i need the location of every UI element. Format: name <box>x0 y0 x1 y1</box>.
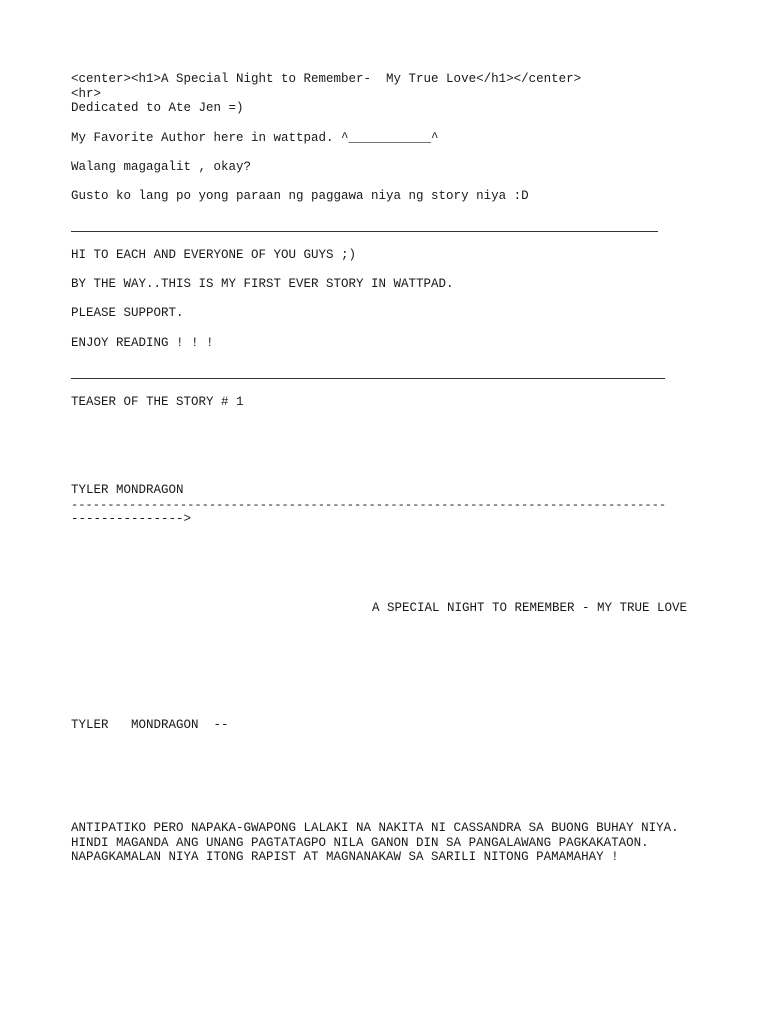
support-line: PLEASE SUPPORT. <box>71 306 184 320</box>
character-label: TYLER MONDRAGON -- <box>71 718 229 732</box>
section-divider <box>71 231 658 232</box>
description-line: NAPAGKAMALAN NIYA ITONG RAPIST AT MAGNANAKAW SA SARILI NITONG PAMAMAHAY ! <box>71 850 619 864</box>
description-line: HINDI MAGANDA ANG UNANG PAGTATAGPO NILA GANON DIN SA PANGALAWANG PAGKAKATAON. <box>71 836 649 850</box>
reason-line: Gusto ko lang po yong paraan ng paggawa niya ng story niya :D <box>71 189 529 203</box>
story-title: A SPECIAL NIGHT TO REMEMBER - MY TRUE LOVE <box>372 601 688 615</box>
no-offense-line: Walang magagalit , okay? <box>71 160 252 174</box>
arrow-line: ---------------------------------------------------------------------------------- <box>71 498 667 512</box>
character-name: TYLER MONDRAGON <box>71 483 184 497</box>
section-divider <box>71 378 665 379</box>
raw-header-markup: <center><h1>A Special Night to Remember- My True Love</h1></center> <box>71 72 582 86</box>
dedication-line: Dedicated to Ate Jen =) <box>71 101 244 115</box>
first-story-line: BY THE WAY..THIS IS MY FIRST EVER STORY IN WATTPAD. <box>71 277 454 291</box>
teaser-heading: TEASER OF THE STORY # 1 <box>71 395 244 409</box>
enjoy-reading-line: ENJOY READING ! ! ! <box>71 336 214 350</box>
favorite-author-line: My Favorite Author here in wattpad. ^___________^ <box>71 131 439 145</box>
description-line: ANTIPATIKO PERO NAPAKA-GWAPONG LALAKI NA NAKITA NI CASSANDRA SA BUONG BUHAY NIYA. <box>71 821 679 835</box>
raw-hr-tag: <hr> <box>71 87 102 101</box>
arrow-line-end: ---------------> <box>71 512 192 526</box>
greeting-line: HI TO EACH AND EVERYONE OF YOU GUYS ;) <box>71 248 357 262</box>
